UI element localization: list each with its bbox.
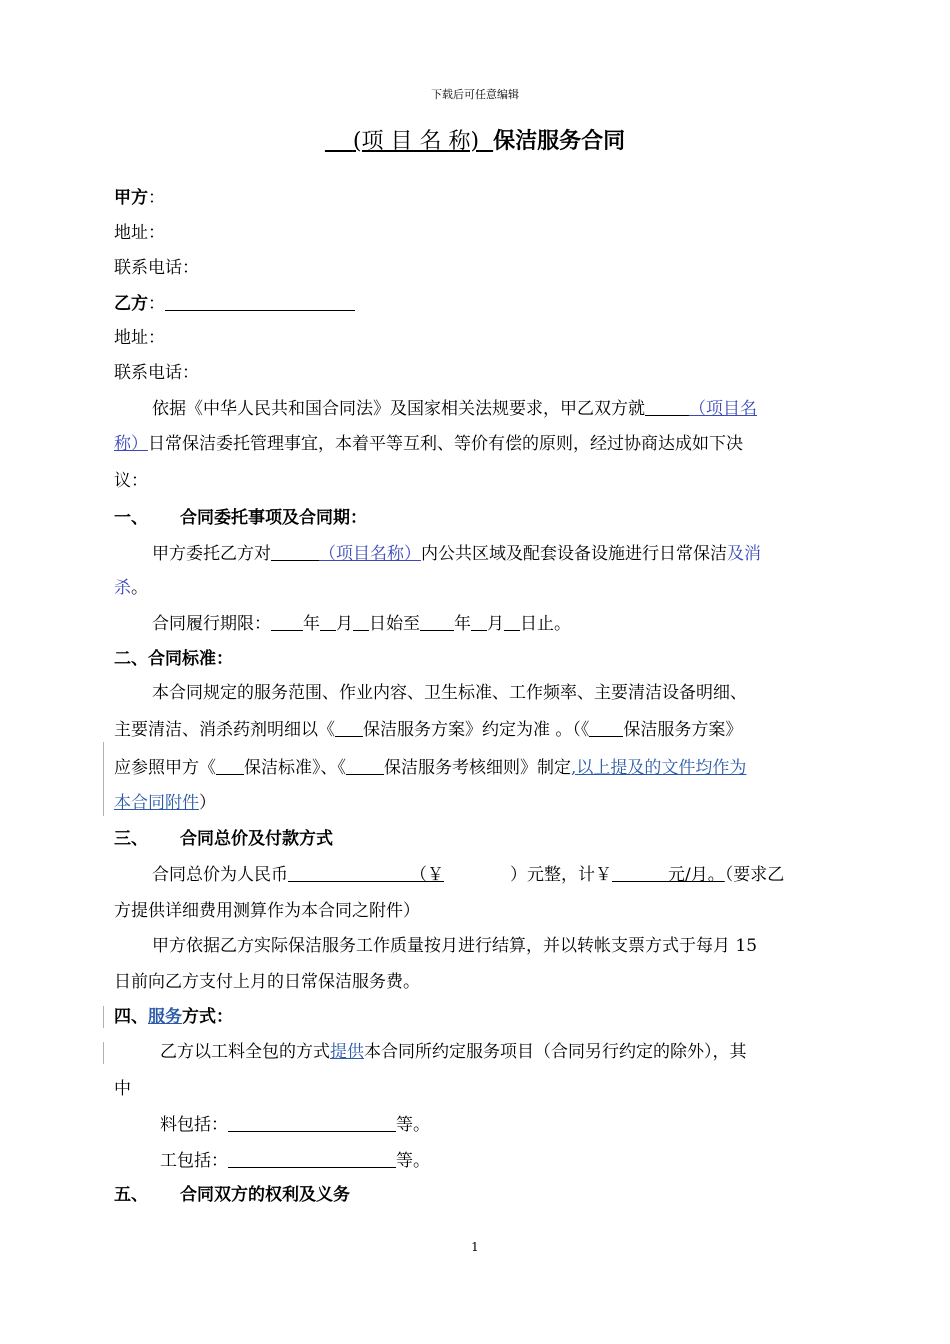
contract-term: 合同履行期限： 年 月 日始至 年 月 日止。: [152, 614, 571, 634]
title-project-placeholder: (项 目 名 称): [352, 129, 480, 154]
section-3-line-3: 甲方依据乙方实际保洁服务工作质量按月进行结算，并以转帐支票方式于每月 15: [152, 936, 758, 956]
section-2-line-1: 本合同规定的服务范围、作业内容、卫生标准、工作频率、主要清洁设备明细、: [152, 683, 747, 703]
change-bar: [103, 1042, 104, 1064]
section-1-para-line-1: 甲方委托乙方对 （项目名称）内公共区域及配套设备设施进行日常保洁及消: [152, 544, 761, 564]
attachment-link[interactable]: ,以上提及的文件均作为: [571, 758, 747, 778]
party-b-line: 乙方：: [114, 295, 355, 313]
party-a-line: 甲方：: [114, 188, 165, 208]
section-1-heading: 一、 合同委托事项及合同期：: [114, 508, 367, 528]
document-title: [0, 124, 950, 155]
title-main: 保洁服务合同: [493, 129, 626, 154]
party-b-address: 地址：: [114, 328, 165, 348]
labor-line: 工包括： 等。: [160, 1151, 430, 1171]
service-link[interactable]: 服务: [148, 1007, 182, 1027]
party-a-phone: 联系电话：: [114, 258, 199, 278]
intro-line-3: 议：: [114, 471, 148, 491]
section-4-line-2: 中: [114, 1079, 131, 1099]
section-3-line-2: 方提供详细费用测算作为本合同之附件）: [114, 901, 420, 921]
section-5-heading: 五、 合同双方的权利及义务: [114, 1185, 350, 1205]
section-3-line-4: 日前向乙方支付上月的日常保洁服务费。: [114, 972, 420, 992]
section-4-heading: 四、服务方式：: [114, 1007, 233, 1027]
section-2-heading: 二、合同标准：: [114, 649, 233, 669]
header-note: 下载后可任意编辑: [431, 88, 519, 101]
intro-line-1: 依据《中华人民共和国合同法》及国家相关法规要求，甲乙双方就 （项目名: [152, 399, 757, 419]
party-b-name-blank: [165, 295, 355, 311]
section-3-line-1: 合同总价为人民币 （￥ ）元整，计￥ 元/月。（要求乙: [152, 865, 785, 885]
section-3-heading: 三、 合同总价及付款方式: [114, 829, 333, 849]
attachment-link-cont[interactable]: 本合同附件: [114, 793, 199, 813]
section-1-para-line-2: 杀。: [114, 578, 148, 598]
provide-link[interactable]: 提供: [330, 1042, 364, 1062]
section-2-line-2: 主要清洁、消杀药剂明细以《 保洁服务方案》约定为准 。（《 保洁服务方案》: [114, 720, 743, 740]
change-bar: [103, 742, 104, 816]
section-4-line-1: 乙方以工料全包的方式提供本合同所约定服务项目（合同另行约定的除外），其: [160, 1042, 747, 1062]
page-number: 1: [471, 1240, 479, 1254]
section-2-line-4: 本合同附件）: [114, 793, 216, 813]
party-a-address: 地址：: [114, 223, 165, 243]
intro-line-2: 称）日常保洁委托管理事宜，本着平等互利、等价有偿的原则，经过协商达成如下决: [114, 434, 743, 454]
party-b-phone: 联系电话：: [114, 363, 199, 383]
materials-line: 料包括： 等。: [160, 1115, 430, 1135]
section-2-line-3: 应参照甲方《 保洁标准》、《 保洁服务考核细则》制定,以上提及的文件均作为: [114, 758, 747, 778]
change-bar: [103, 1006, 104, 1028]
